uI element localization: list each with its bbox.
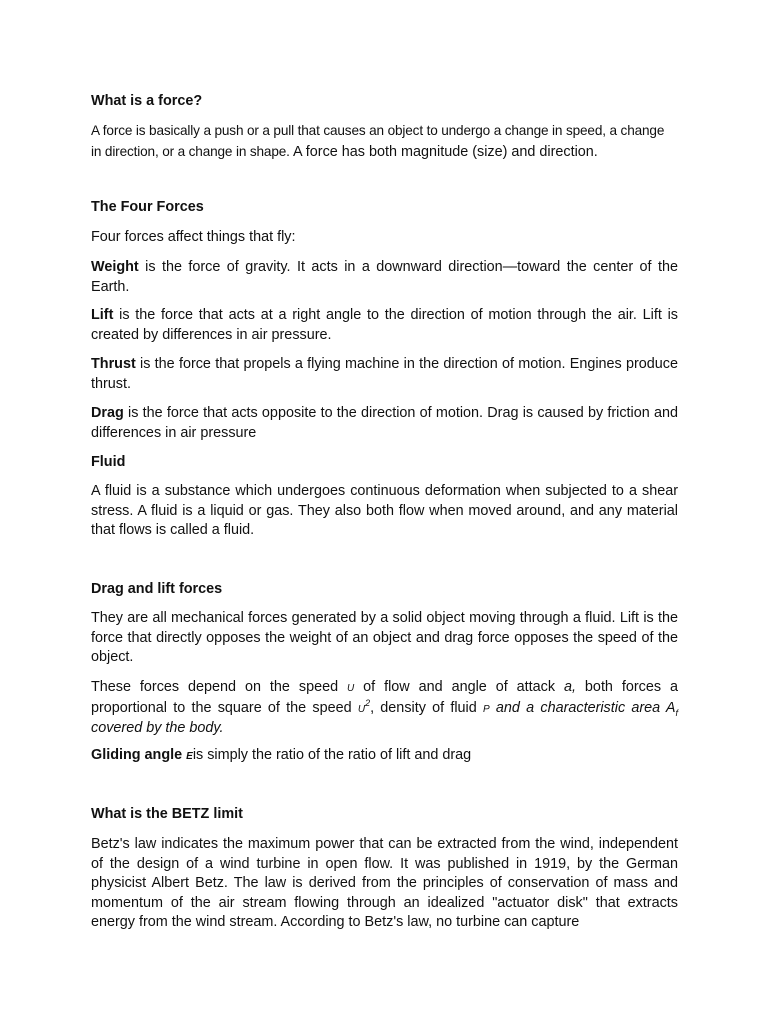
text-run-italic: and a characteristic area (489, 699, 666, 716)
drag-lift-paragraph-1: They are all mechanical forces generated by a solid object moving through a fluid. Lift is the force that directly opposes the weight of an object and drag force opposes the speed of the object. (91, 610, 678, 665)
force-description: is the force that propels a flying machine in the direction of motion. Engines produce thrust. (91, 356, 678, 392)
heading-fluid: Fluid (91, 454, 126, 470)
superscript-two: 2 (365, 697, 371, 708)
drag-lift-paragraph-2 (91, 678, 678, 739)
text-run: of flow and angle of attack (354, 679, 564, 695)
symbol-speed-squared: U (357, 703, 366, 715)
force-definition-part-b: A force has both magnitude (size) and direction. (289, 143, 598, 160)
force-term: Lift (91, 307, 114, 323)
force-description: is the force that acts at a right angle to the direction of motion through the air. Lift is created by differences in air pressure. (91, 307, 678, 343)
force-item-drag (91, 404, 678, 443)
force-term: Drag (91, 405, 124, 421)
symbol-area: A (665, 699, 676, 716)
force-item-lift (91, 306, 678, 345)
heading-what-is-force: What is a force? (91, 93, 203, 109)
symbol-density: P (483, 703, 490, 715)
force-term: Thrust (91, 356, 136, 372)
gliding-angle-term: Gliding angle (91, 747, 183, 763)
heading-betz-limit: What is the BETZ limit (91, 806, 243, 822)
text-run: both forces a proportional to the square of the speed (91, 679, 678, 716)
fluid-definition: A fluid is a substance which undergoes continuous deformation when subjected to a shear stress. A fluid is a liquid or gas. They also both flow when moved around, and any material that flows is called a fluid. (91, 483, 678, 538)
force-description: is the force of gravity. It acts in a downward direction—toward the center of the Earth. (91, 259, 678, 295)
symbol-speed: U (347, 683, 355, 694)
force-definition-part-a: A force is basically a push or a pull that causes an object to undergo a change in speed, a change in direction, or a change in shape. (91, 123, 665, 159)
text-run-italic: covered by the body. (91, 720, 224, 736)
force-term: Weight (91, 259, 139, 275)
heading-four-forces: The Four Forces (91, 199, 204, 215)
betz-paragraph: Betz's law indicates the maximum power that can be extracted from the wind, independent of the design of a wind turbine in open flow. It was published in 1919, by the German physicist Albert Betz. The law is derived from the principles of conservation of mass and momentum of the air stream flowing through an idealized "actuator disk" that extracts energy from the wind stream. According to Betz's law, no turbine can capture (91, 836, 678, 930)
gliding-angle-description: is simply the ratio of the ratio of lift and drag (192, 747, 472, 763)
heading-drag-lift: Drag and lift forces (91, 581, 223, 597)
text-run: These forces depend on the speed (91, 679, 348, 695)
four-forces-intro: Four forces affect things that fly: (91, 229, 296, 245)
force-definition (91, 121, 678, 162)
force-item-thrust (91, 355, 678, 394)
gliding-angle-line (91, 746, 678, 767)
symbol-angle-of-attack: a, (563, 679, 576, 695)
symbol-gliding-angle: E (186, 751, 193, 762)
subscript-f: f (675, 707, 678, 718)
force-item-weight (91, 258, 678, 297)
force-description: is the force that acts opposite to the direction of motion. Drag is caused by friction and differences in air pressure (91, 405, 678, 441)
text-run: , density of fluid (370, 699, 483, 716)
